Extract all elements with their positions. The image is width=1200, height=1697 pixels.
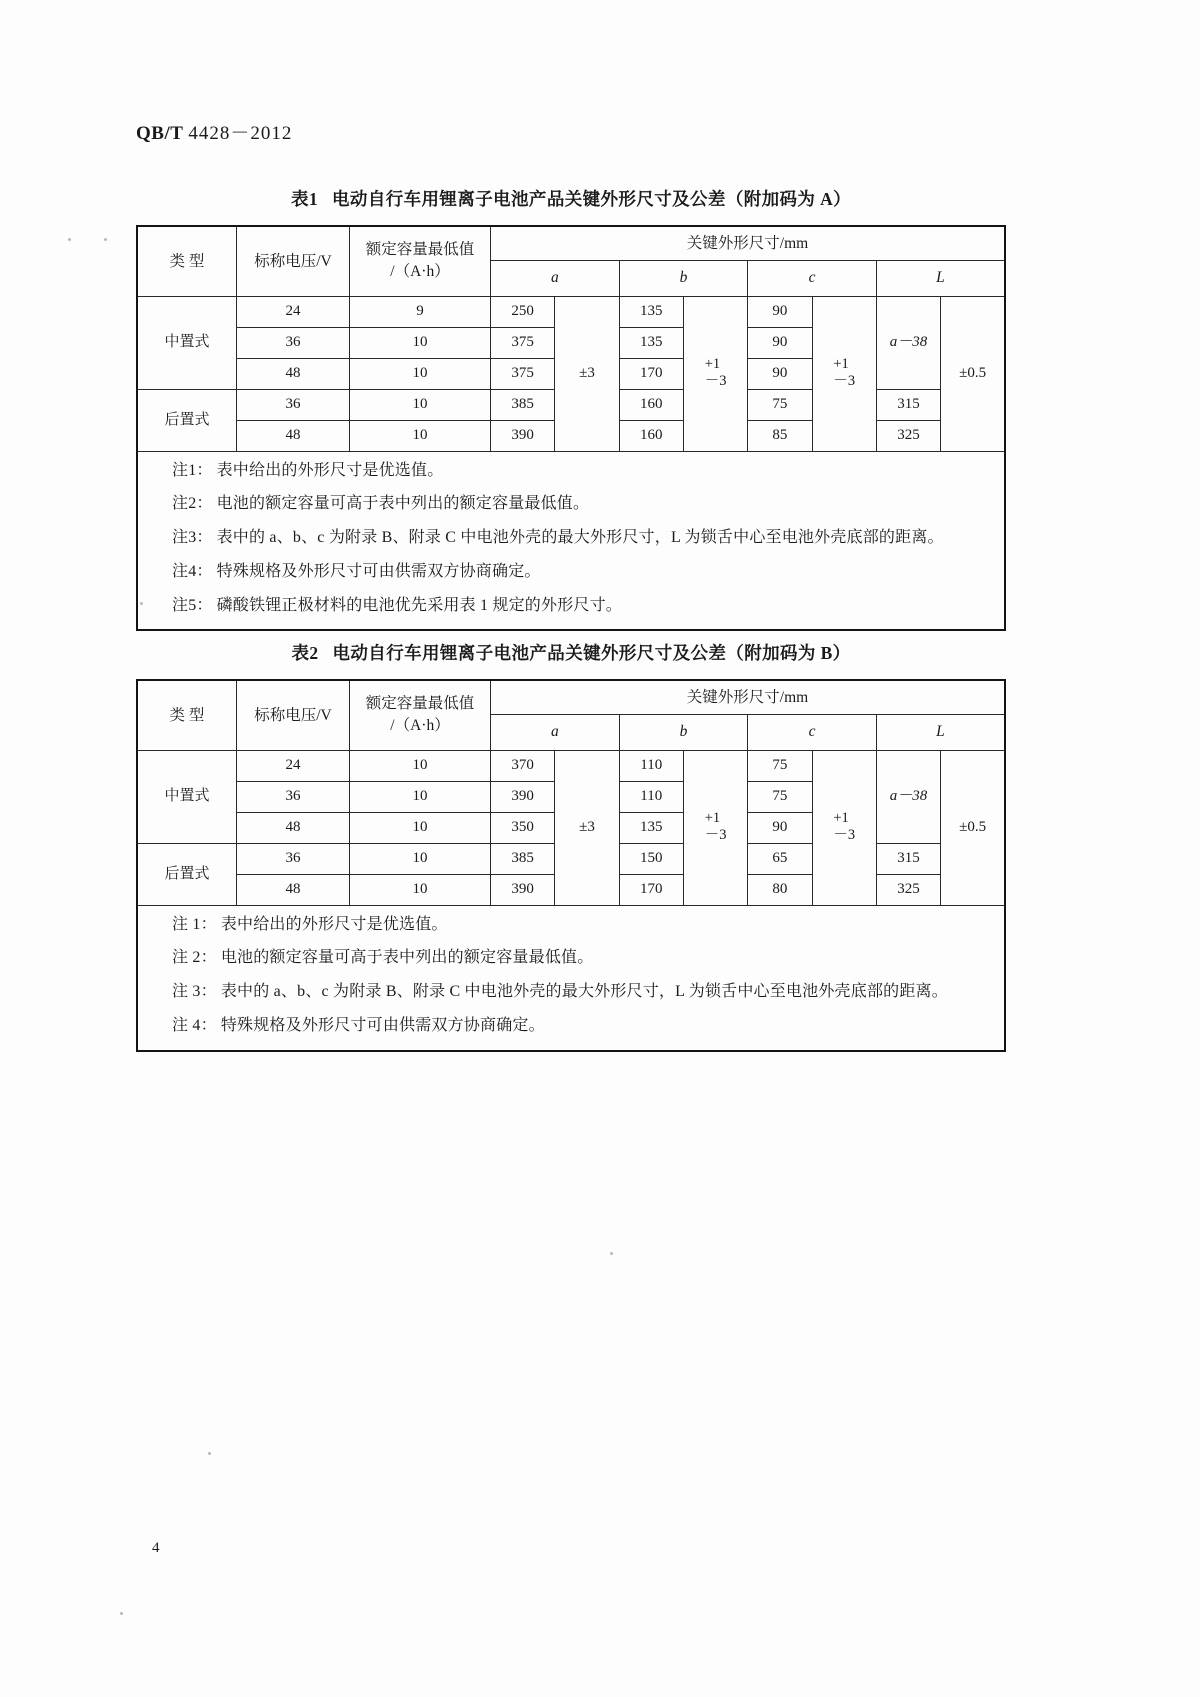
table-1-caption bbox=[136, 186, 1006, 211]
note-item bbox=[172, 596, 1004, 617]
note-text: 电池的额定容量可高于表中列出的额定容量最低值。 bbox=[220, 949, 594, 967]
cell-b-tolerance-plus: +1 bbox=[704, 810, 721, 827]
cell-b: 160 bbox=[619, 420, 683, 451]
th-type: 类 型 bbox=[137, 226, 237, 296]
cell-a-tolerance: ±3 bbox=[555, 296, 619, 451]
note-item bbox=[172, 562, 1004, 583]
note-text: 特殊规格及外形尺寸可由供需双方协商确定。 bbox=[216, 562, 541, 580]
cell-L: 325 bbox=[876, 874, 940, 905]
scan-speck bbox=[140, 602, 143, 605]
table-2-caption bbox=[136, 640, 1006, 665]
note-label: 注 3： bbox=[172, 983, 217, 1001]
cell-voltage: 24 bbox=[237, 750, 350, 781]
cell-group-name: 后置式 bbox=[137, 843, 237, 905]
table-1-header-row-1 bbox=[137, 226, 1005, 260]
cell-b-tolerance-minus: －3 bbox=[704, 372, 727, 389]
table-row bbox=[137, 750, 1005, 781]
cell-voltage: 48 bbox=[237, 420, 350, 451]
standard-code: QB/T bbox=[136, 123, 184, 144]
table-2-caption-text: 电动自行车用锂离子电池产品关键外形尺寸及公差（附加码为 B） bbox=[332, 643, 851, 663]
cell-c: 75 bbox=[748, 750, 812, 781]
table-1-head bbox=[137, 226, 1005, 296]
cell-a-tolerance: ±3 bbox=[555, 750, 619, 905]
note-text: 表中的 a、b、c 为附录 B、附录 C 中电池外壳的最大外形尺寸，L 为锁舌中心至电池外壳底部的距离。 bbox=[216, 529, 944, 547]
th-capacity bbox=[350, 680, 491, 750]
th-dim-c: c bbox=[748, 260, 877, 296]
cell-a: 370 bbox=[491, 750, 555, 781]
note-item bbox=[172, 494, 1004, 515]
th-dim-L: L bbox=[876, 714, 1005, 750]
note-label: 注 4： bbox=[172, 1016, 217, 1034]
th-dim-L: L bbox=[876, 260, 1005, 296]
table-1-notes-row bbox=[137, 451, 1005, 630]
cell-b: 160 bbox=[619, 389, 683, 420]
cell-capacity: 10 bbox=[350, 750, 491, 781]
th-capacity-line2: /（A·h） bbox=[390, 263, 450, 281]
cell-b: 135 bbox=[619, 812, 683, 843]
cell-a: 375 bbox=[491, 327, 555, 358]
cell-a: 390 bbox=[491, 420, 555, 451]
th-dim-b: b bbox=[619, 714, 748, 750]
note-item bbox=[172, 1016, 1004, 1037]
table-2-body bbox=[137, 750, 1005, 1051]
scan-speck bbox=[68, 238, 71, 241]
cell-group-name: 中置式 bbox=[137, 750, 237, 843]
note-label: 注4： bbox=[172, 562, 213, 580]
table-2 bbox=[136, 679, 1006, 1052]
cell-capacity: 9 bbox=[350, 296, 491, 327]
table-1-caption-number: 表1 bbox=[290, 189, 319, 209]
note-text: 电池的额定容量可高于表中列出的额定容量最低值。 bbox=[216, 495, 590, 513]
cell-b: 170 bbox=[619, 358, 683, 389]
cell-a: 385 bbox=[491, 389, 555, 420]
cell-a: 250 bbox=[491, 296, 555, 327]
cell-voltage: 36 bbox=[237, 389, 350, 420]
cell-b: 135 bbox=[619, 296, 683, 327]
table-2-header-row-1 bbox=[137, 680, 1005, 714]
note-text: 表中给出的外形尺寸是优选值。 bbox=[216, 461, 444, 479]
cell-c-tolerance-minus: －3 bbox=[833, 372, 856, 389]
scan-speck bbox=[120, 1612, 123, 1615]
scan-speck bbox=[208, 1452, 211, 1455]
note-label: 注3： bbox=[172, 529, 213, 547]
cell-c: 75 bbox=[748, 781, 812, 812]
th-capacity-line2: /（A·h） bbox=[390, 717, 450, 735]
th-dim-c: c bbox=[748, 714, 877, 750]
cell-c-tolerance-plus: +1 bbox=[833, 810, 849, 827]
cell-L: 325 bbox=[876, 420, 940, 451]
cell-voltage: 36 bbox=[237, 327, 350, 358]
cell-voltage: 36 bbox=[237, 843, 350, 874]
table-2-block bbox=[136, 640, 1006, 1052]
cell-b: 170 bbox=[619, 874, 683, 905]
cell-c: 65 bbox=[748, 843, 812, 874]
cell-capacity: 10 bbox=[350, 327, 491, 358]
cell-capacity: 10 bbox=[350, 358, 491, 389]
cell-b-tolerance-minus: －3 bbox=[704, 826, 727, 843]
cell-c: 90 bbox=[748, 358, 812, 389]
th-voltage: 标称电压/V bbox=[237, 226, 350, 296]
note-item bbox=[172, 461, 1004, 482]
cell-a: 390 bbox=[491, 781, 555, 812]
note-label: 注 1： bbox=[172, 915, 217, 933]
cell-c: 75 bbox=[748, 389, 812, 420]
th-type: 类 型 bbox=[137, 680, 237, 750]
cell-c: 90 bbox=[748, 327, 812, 358]
note-item bbox=[172, 948, 1004, 969]
cell-voltage: 48 bbox=[237, 812, 350, 843]
running-header bbox=[136, 118, 292, 145]
note-item bbox=[172, 982, 1004, 1003]
cell-L: 315 bbox=[876, 843, 940, 874]
cell-L-group bbox=[876, 750, 940, 843]
table-1-caption-text: 电动自行车用锂离子电池产品关键外形尺寸及公差（附加码为 A） bbox=[332, 189, 852, 209]
th-dimensions-group: 关键外形尺寸/mm bbox=[491, 680, 1006, 714]
cell-a: 350 bbox=[491, 812, 555, 843]
cell-a: 375 bbox=[491, 358, 555, 389]
cell-capacity: 10 bbox=[350, 812, 491, 843]
cell-capacity: 10 bbox=[350, 420, 491, 451]
scan-speck bbox=[610, 1252, 613, 1255]
th-dim-b: b bbox=[619, 260, 748, 296]
cell-capacity: 10 bbox=[350, 843, 491, 874]
cell-a: 390 bbox=[491, 874, 555, 905]
cell-b: 110 bbox=[619, 781, 683, 812]
th-capacity-line1: 额定容量最低值 bbox=[365, 694, 475, 712]
th-dim-a: a bbox=[491, 714, 620, 750]
cell-c-tolerance-minus: －3 bbox=[833, 826, 856, 843]
th-capacity bbox=[350, 226, 491, 296]
table-1-notes bbox=[137, 451, 1005, 630]
cell-c-tolerance bbox=[812, 750, 876, 905]
table-row bbox=[137, 296, 1005, 327]
cell-c: 90 bbox=[748, 812, 812, 843]
cell-L-tolerance: ±0.5 bbox=[941, 296, 1005, 451]
note-text: 特殊规格及外形尺寸可由供需双方协商确定。 bbox=[220, 1016, 545, 1034]
cell-L-tolerance: ±0.5 bbox=[941, 750, 1005, 905]
note-item bbox=[172, 528, 1004, 549]
cell-a: 385 bbox=[491, 843, 555, 874]
note-label: 注1： bbox=[172, 461, 213, 479]
note-label: 注2： bbox=[172, 495, 213, 513]
table-2-notes bbox=[137, 905, 1005, 1051]
cell-capacity: 10 bbox=[350, 389, 491, 420]
cell-b: 110 bbox=[619, 750, 683, 781]
note-text: 表中给出的外形尺寸是优选值。 bbox=[220, 915, 448, 933]
cell-L-formula: a－38 bbox=[889, 334, 928, 351]
table-1-block bbox=[136, 186, 1006, 631]
cell-voltage: 24 bbox=[237, 296, 350, 327]
cell-b: 135 bbox=[619, 327, 683, 358]
note-item bbox=[172, 915, 1004, 936]
note-text: 表中的 a、b、c 为附录 B、附录 C 中电池外壳的最大外形尺寸，L 为锁舌中心至电池外壳底部的距离。 bbox=[220, 983, 948, 1001]
th-voltage: 标称电压/V bbox=[237, 680, 350, 750]
th-dim-a: a bbox=[491, 260, 620, 296]
table-2-head bbox=[137, 680, 1005, 750]
cell-b: 150 bbox=[619, 843, 683, 874]
scan-speck bbox=[104, 238, 107, 241]
cell-L: 315 bbox=[876, 389, 940, 420]
cell-voltage: 48 bbox=[237, 874, 350, 905]
standard-number: 4428－2012 bbox=[188, 123, 293, 144]
cell-voltage: 36 bbox=[237, 781, 350, 812]
cell-c: 80 bbox=[748, 874, 812, 905]
note-text: 磷酸铁锂正极材料的电池优先采用表 1 规定的外形尺寸。 bbox=[216, 596, 623, 614]
note-label: 注5： bbox=[172, 596, 213, 614]
cell-L-formula: a－38 bbox=[889, 788, 928, 805]
note-label: 注 2： bbox=[172, 949, 217, 967]
table-2-notes-row bbox=[137, 905, 1005, 1051]
th-capacity-line1: 额定容量最低值 bbox=[365, 240, 475, 258]
cell-b-tolerance bbox=[683, 750, 747, 905]
cell-c: 90 bbox=[748, 296, 812, 327]
cell-c: 85 bbox=[748, 420, 812, 451]
cell-voltage: 48 bbox=[237, 358, 350, 389]
cell-c-tolerance bbox=[812, 296, 876, 451]
cell-capacity: 10 bbox=[350, 781, 491, 812]
cell-L-group bbox=[876, 296, 940, 389]
cell-c-tolerance-plus: +1 bbox=[833, 356, 849, 373]
th-dimensions-group: 关键外形尺寸/mm bbox=[491, 226, 1006, 260]
cell-group-name: 后置式 bbox=[137, 389, 237, 451]
cell-group-name: 中置式 bbox=[137, 296, 237, 389]
table-1-body bbox=[137, 296, 1005, 630]
cell-b-tolerance-plus: +1 bbox=[704, 356, 721, 373]
cell-capacity: 10 bbox=[350, 874, 491, 905]
page-number: 4 bbox=[152, 1540, 160, 1556]
cell-b-tolerance bbox=[683, 296, 747, 451]
table-2-caption-number: 表2 bbox=[291, 643, 319, 663]
table-1 bbox=[136, 225, 1006, 631]
